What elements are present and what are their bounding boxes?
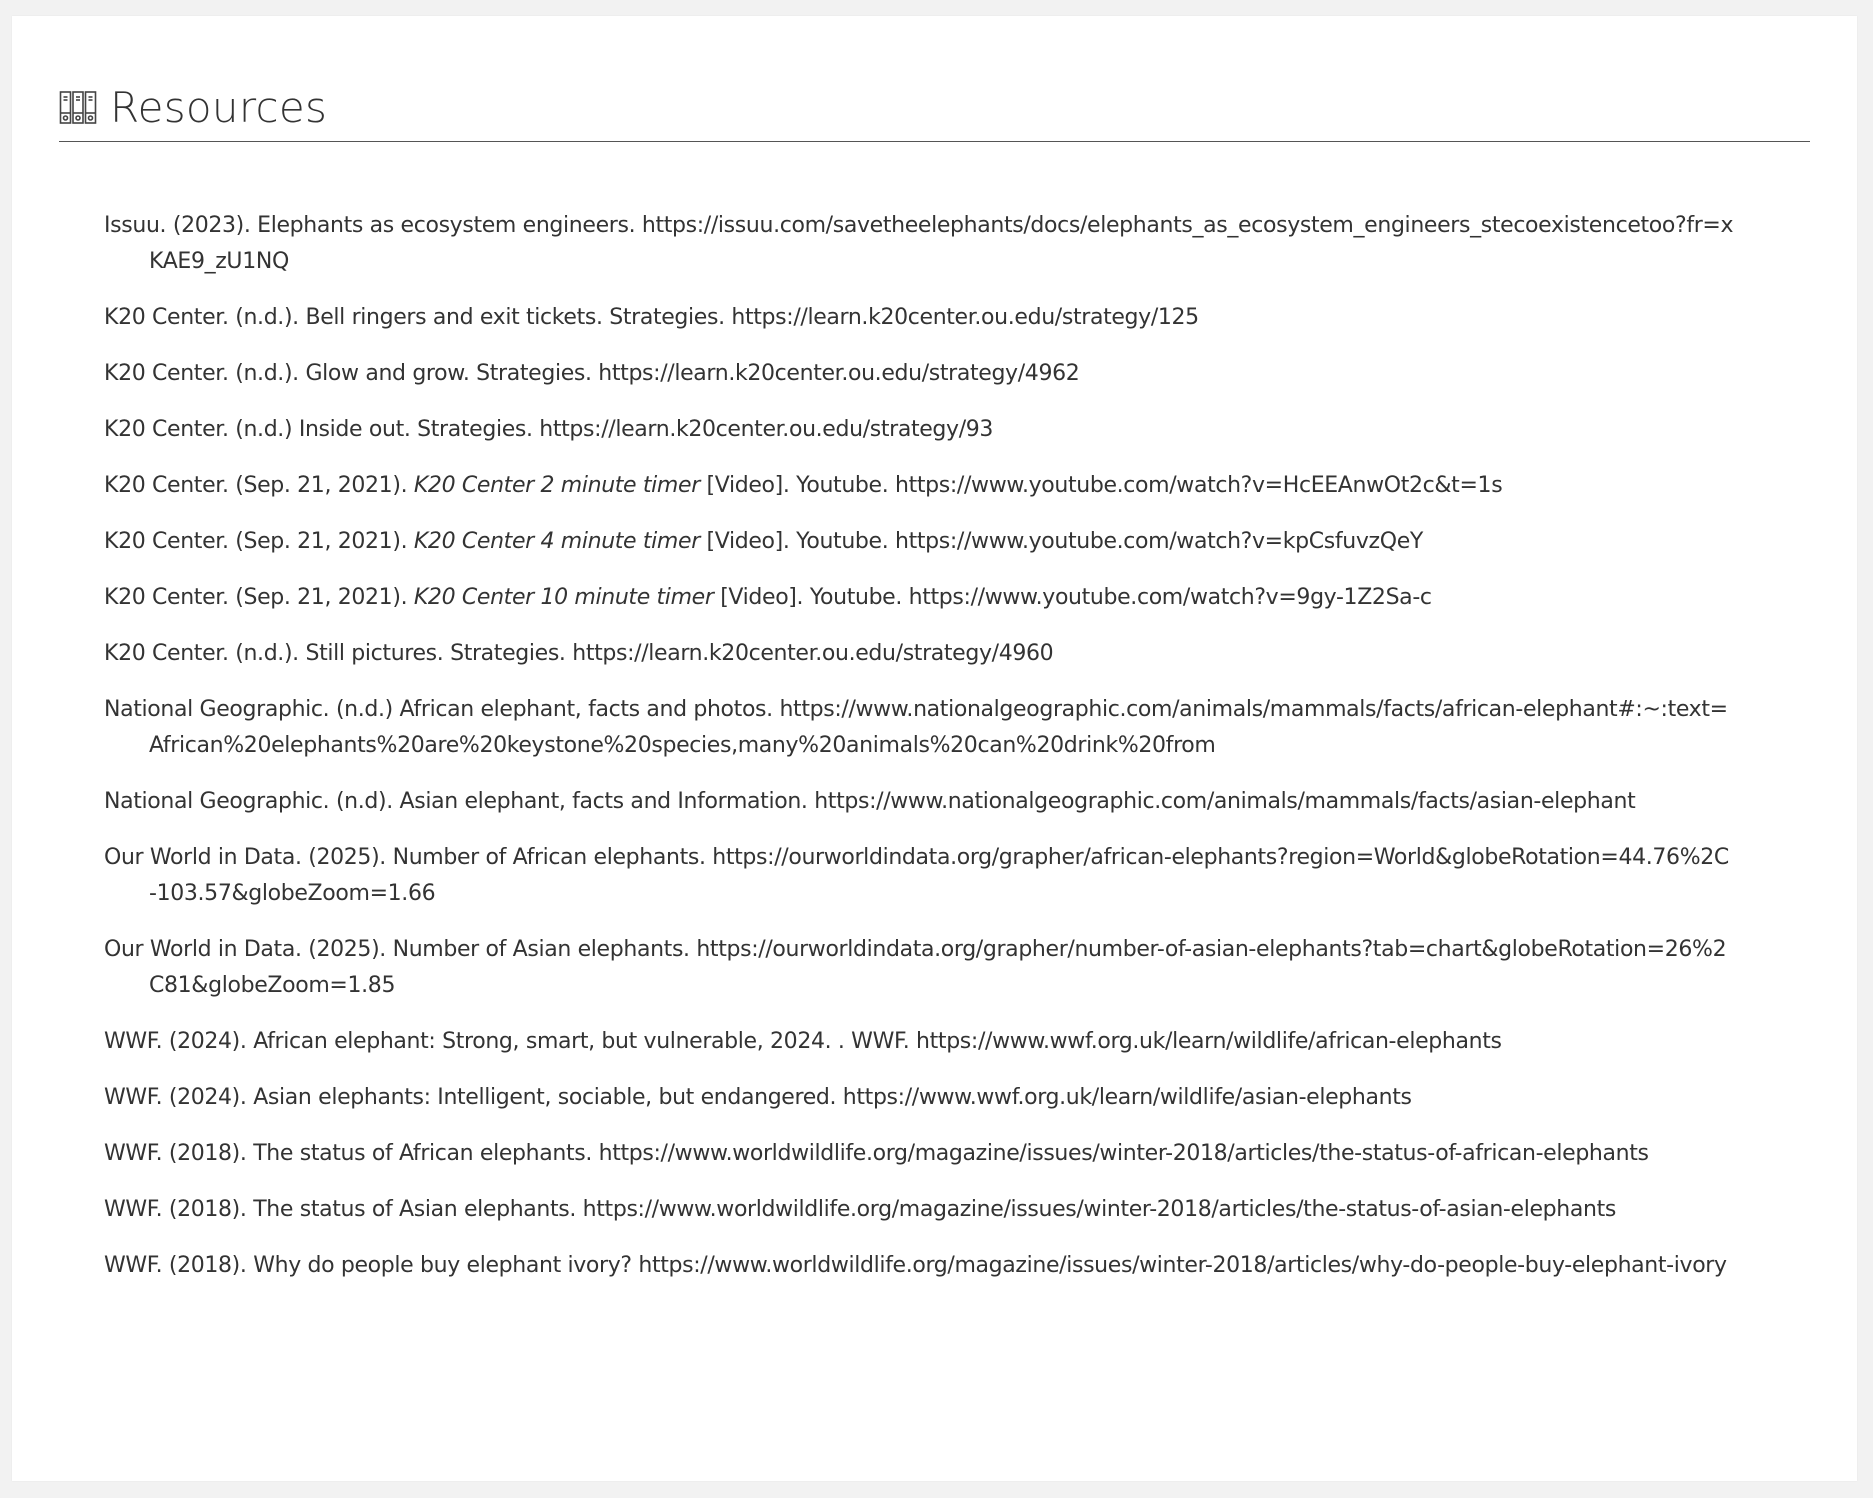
reference-item: [104, 1248, 1734, 1284]
reference-item: [104, 636, 1734, 672]
reference-item: [104, 1192, 1734, 1228]
reference-item: [104, 932, 1734, 1004]
reference-text: [Video]. Youtube. https://www.youtube.com/watch?v=HcEEAnwOt2c&t=1s: [699, 473, 1503, 498]
reference-text: Issuu. (2023). Elephants as ecosystem engineers. https://issuu.com/savetheelephants/docs/elephants_as_ecosystem_engineers_stecoexistencetoo?fr=xKAE9_zU1NQ: [104, 213, 1734, 274]
reference-item: [104, 412, 1734, 448]
reference-item: [104, 580, 1734, 616]
reference-item: [104, 840, 1734, 912]
reference-text: [Video]. Youtube. https://www.youtube.com/watch?v=9gy-1Z2Sa-c: [713, 585, 1432, 610]
reference-text: [Video]. Youtube. https://www.youtube.com/watch?v=kpCsfuvzQeY: [699, 529, 1423, 554]
reference-item: [104, 300, 1734, 336]
reference-text: K20 Center. (Sep. 21, 2021).: [104, 529, 414, 554]
reference-item: [104, 356, 1734, 392]
reference-item: [104, 1136, 1734, 1172]
reference-item: [104, 784, 1734, 820]
reference-text: National Geographic. (n.d). Asian elephant, facts and Information. https://www.nationalgeographic.com/animals/mammals/facts/asian-elephant: [104, 789, 1636, 814]
reference-text: K20 Center. (n.d.). Still pictures. Strategies. https://learn.k20center.ou.edu/strategy/4960: [104, 641, 1054, 666]
reference-text: WWF. (2024). African elephant: Strong, smart, but vulnerable, 2024. . WWF. https://www.wwf.org.uk/learn/wildlife/african-elephants: [104, 1029, 1502, 1054]
reference-text: National Geographic. (n.d.) African elephant, facts and photos. https://www.nationalgeographic.com/animals/mammals/facts/african-elephant#:~:text=African%20elephants%20are%20keystone%20species,many%20animals%20can%20drink%20from: [104, 697, 1728, 758]
reference-text: Our World in Data. (2025). Number of Asian elephants. https://ourworldindata.org/grapher/number-of-asian-elephants?tab=chart&globeRotation=26%2C81&globeZoom=1.85: [104, 937, 1727, 998]
resources-header: [59, 68, 1810, 142]
resources-card: [12, 16, 1857, 1481]
reference-text: K20 Center. (n.d.). Bell ringers and exit tickets. Strategies. https://learn.k20center.ou.edu/strategy/125: [104, 305, 1199, 330]
reference-item: [104, 1080, 1734, 1116]
reference-item: [104, 1024, 1734, 1060]
reference-text: K20 Center. (n.d.) Inside out. Strategies. https://learn.k20center.ou.edu/strategy/93: [104, 417, 994, 442]
page-title: Resources: [110, 83, 328, 132]
reference-text: Our World in Data. (2025). Number of African elephants. https://ourworldindata.org/grapher/african-elephants?region=World&globeRotation=44.76%2C-103.57&globeZoom=1.66: [104, 845, 1729, 906]
reference-item: [104, 208, 1734, 280]
reference-text: K20 Center. (n.d.). Glow and grow. Strategies. https://learn.k20center.ou.edu/strategy/4962: [104, 361, 1080, 386]
reference-item: [104, 692, 1734, 764]
reference-item: [104, 524, 1734, 560]
reference-text: WWF. (2018). The status of African elephants. https://www.worldwildlife.org/magazine/issues/winter-2018/articles/the-status-of-african-elephants: [104, 1141, 1649, 1166]
reference-title: K20 Center 10 minute timer: [413, 585, 714, 610]
binders-icon: [59, 89, 97, 127]
reference-title: K20 Center 2 minute timer: [413, 473, 700, 498]
reference-text: K20 Center. (Sep. 21, 2021).: [104, 585, 414, 610]
reference-title: K20 Center 4 minute timer: [413, 529, 700, 554]
reference-text: K20 Center. (Sep. 21, 2021).: [104, 473, 414, 498]
reference-list: [104, 208, 1734, 1304]
reference-item: [104, 468, 1734, 504]
reference-text: WWF. (2018). Why do people buy elephant ivory? https://www.worldwildlife.org/magazine/issues/winter-2018/articles/why-do-people-buy-elephant-ivory: [104, 1253, 1727, 1278]
reference-text: WWF. (2024). Asian elephants: Intelligent, sociable, but endangered. https://www.wwf.org.uk/learn/wildlife/asian-elephants: [104, 1085, 1412, 1110]
reference-text: WWF. (2018). The status of Asian elephants. https://www.worldwildlife.org/magazine/issues/winter-2018/articles/the-status-of-asian-elephants: [104, 1197, 1616, 1222]
